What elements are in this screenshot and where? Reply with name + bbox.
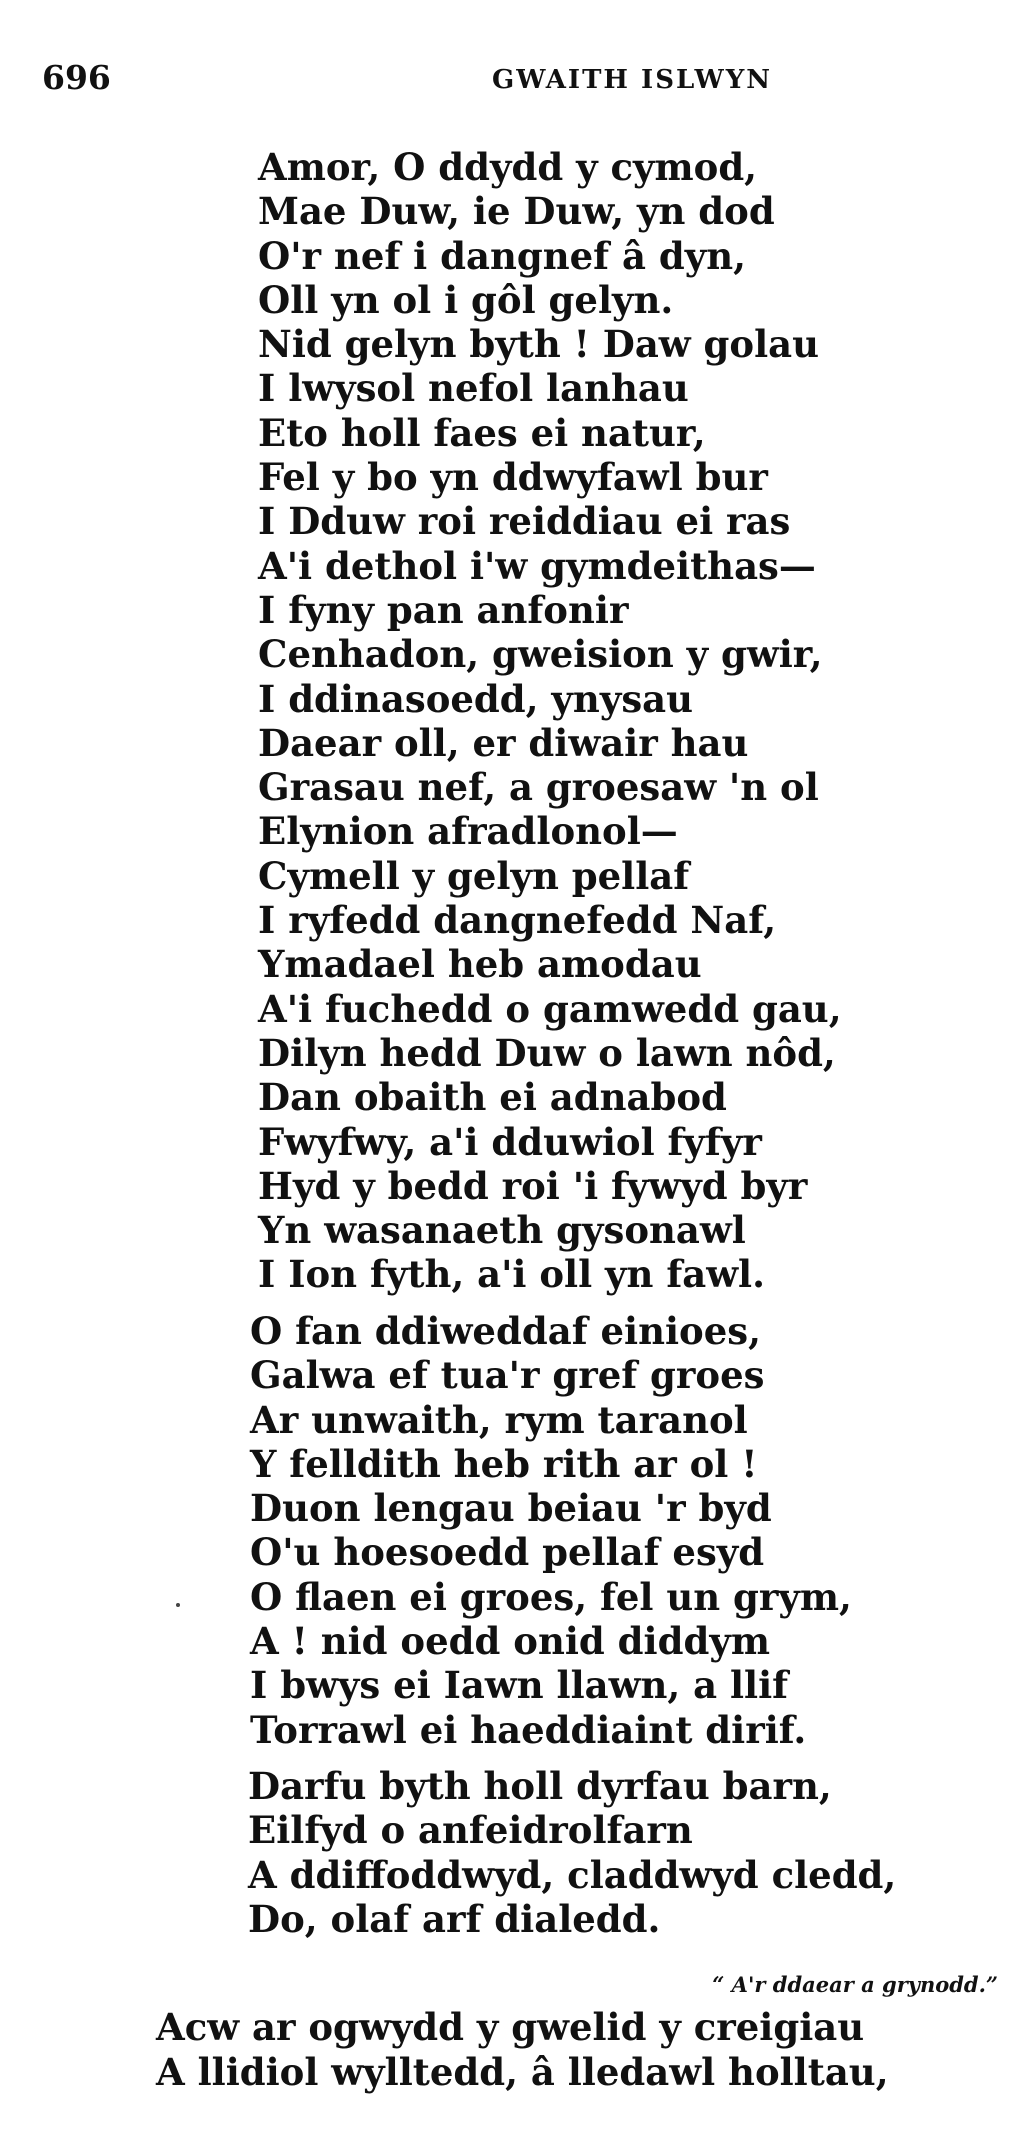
verse-line: Eilfyd o anfeidrolfarn xyxy=(248,1808,693,1853)
verse-line: Ymadael heb amodau xyxy=(258,942,702,987)
verse-line: Eto holl faes ei natur, xyxy=(258,410,706,455)
verse-line: Ar unwaith, rym taranol xyxy=(250,1397,748,1442)
verse-line: Darfu byth holl dyrfau barn, xyxy=(248,1764,832,1808)
ink-speck xyxy=(176,1603,180,1607)
verse-line: A'i dethol i'w gymdeithas— xyxy=(258,543,816,588)
verse-line: A ddiffoddwyd, claddwyd cledd, xyxy=(248,1852,897,1897)
verse-line: I Dduw roi reiddiau ei ras xyxy=(258,499,791,544)
verse-line: Acw ar ogwydd y gwelid y creigiau xyxy=(156,2005,865,2049)
verse-line: I ddinasoedd, ynysau xyxy=(258,676,694,721)
verse-line: Oll yn ol i gôl gelyn. xyxy=(258,277,674,322)
page-number: 696 xyxy=(42,58,111,97)
section-caption: “ A'r ddaear a grynodd.” xyxy=(712,1972,998,1997)
verse-line: Fwyfwy, a'i dduwiol fyfyr xyxy=(258,1119,762,1164)
verse-line: Do, olaf arf dialedd. xyxy=(248,1896,661,1941)
verse-line: Nid gelyn byth ! Daw golau xyxy=(258,322,820,367)
stanza-2 xyxy=(250,1309,852,1752)
verse-line: I ryfedd dangnefedd Naf, xyxy=(258,898,777,943)
verse-line: Daear oll, er diwair hau xyxy=(258,720,749,765)
verse-line: O flaen ei groes, fel un grym, xyxy=(250,1574,852,1619)
verse-line: A llidiol wylltedd, â lledawl holltau, xyxy=(156,2050,889,2094)
verse-line: I Ion fyth, a'i oll yn fawl. xyxy=(258,1252,765,1297)
verse-line: Torrawl ei haeddiaint dirif. xyxy=(250,1707,807,1752)
verse-line: O'r nef i dangnef â dyn, xyxy=(258,233,746,278)
verse-line: Galwa ef tua'r gref groes xyxy=(250,1353,765,1398)
verse-line: I lwysol nefol lanhau xyxy=(258,366,689,411)
verse-line: O'u hoesoedd pellaf esyd xyxy=(250,1530,765,1575)
verse-line: I fyny pan anfonir xyxy=(258,587,629,632)
stanza-3 xyxy=(248,1764,896,1941)
verse-line: Grasau nef, a groesaw 'n ol xyxy=(258,765,819,810)
verse-line: Y felldith heb rith ar ol ! xyxy=(250,1441,758,1486)
closing-stanza xyxy=(156,2005,889,2095)
verse-line: Elynion afradlonol— xyxy=(258,809,678,854)
verse-line: Dan obaith ei adnabod xyxy=(258,1075,727,1120)
verse-line: O fan ddiweddaf einioes, xyxy=(250,1309,761,1353)
verse-line: Hyd y bedd roi 'i fywyd byr xyxy=(258,1163,808,1208)
verse-line: Cenhadon, gweision y gwir, xyxy=(258,632,823,677)
verse-line: A'i fuchedd o gamwedd gau, xyxy=(258,986,842,1031)
verse-line: Duon lengau beiau 'r byd xyxy=(250,1486,772,1531)
verse-line: A ! nid oedd onid diddym xyxy=(250,1619,770,1664)
verse-line: Amor, O ddydd y cymod, xyxy=(258,145,758,189)
verse-line: Dilyn hedd Duw o lawn nôd, xyxy=(258,1030,836,1075)
verse-line: Yn wasanaeth gysonawl xyxy=(258,1208,746,1253)
verse-line: Cymell y gelyn pellaf xyxy=(258,853,690,898)
verse-line: Fel y bo yn ddwyfawl bur xyxy=(258,455,768,500)
running-head: GWAITH ISLWYN xyxy=(492,65,773,95)
stanza-1 xyxy=(258,145,842,1297)
verse-line: Mae Duw, ie Duw, yn dod xyxy=(258,189,775,234)
verse-line: I bwys ei Iawn llawn, a llif xyxy=(250,1663,789,1708)
